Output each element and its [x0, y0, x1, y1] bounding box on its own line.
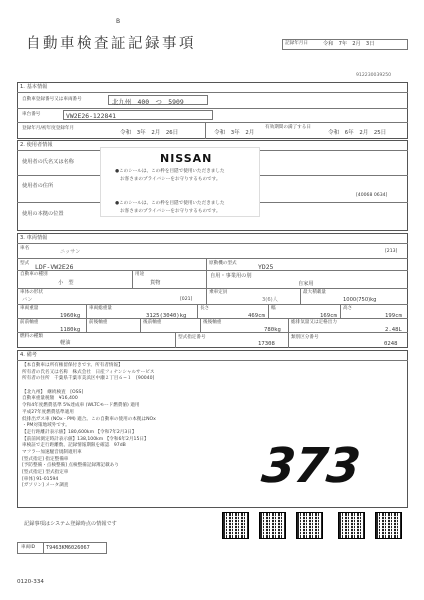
reg-date-value: 令和 3年 2月: [214, 130, 255, 136]
user-address-label: 使用者の住所: [22, 183, 54, 189]
remark-line: 自動車重量税額 ¥16,400: [22, 396, 78, 402]
remark-line: 所有者の住所 千葉県千葉市美浜区中瀬２丁目６−１ [90040]: [22, 376, 155, 382]
remark-line: ・PM対策地域外です。: [22, 423, 70, 429]
remark-line: マフラー加速騒音規制適用車: [22, 449, 82, 455]
remarks-body: [22, 364, 156, 491]
height-label: 高さ: [343, 306, 353, 311]
front-axle-label: 前前軸重: [20, 320, 39, 325]
max-load-label: 最大積載量: [303, 290, 326, 295]
maker-code: [213]: [385, 249, 398, 254]
shape-label: 車体の形状: [20, 290, 43, 295]
reg-value: 北九州 400 つ 5909: [112, 98, 184, 106]
use-value: 貨物: [150, 280, 161, 286]
remark-line: 【走行距離計表示値】180,600km 【令和7年2月3日】: [22, 429, 137, 435]
capacity-label: 乗車定員: [209, 290, 228, 295]
sticker-note-1a: ●このシールは、この枠を目隠で使用いただきました: [115, 169, 225, 174]
vehicle-section-label: 3. 車両情報: [20, 235, 48, 241]
user-base-label: 使用の本拠の位置: [22, 211, 64, 217]
class-no-label: 類別区分番号: [291, 335, 319, 340]
shape-value: バン: [22, 297, 33, 303]
maker-label: 車名: [20, 246, 30, 251]
remark-line: [車体] 91-01594: [22, 476, 59, 482]
width-value: 169cm: [320, 313, 337, 319]
remark-line: 車検証で走行距離数、記録情報期限を確認 97dB: [22, 443, 126, 449]
first-reg-label: 登録年月/初年度登録年月: [22, 126, 75, 131]
qr-code-icon: [375, 512, 402, 539]
class-no-value: 0248: [384, 341, 398, 347]
expiry-value: 令和 6年 2月 25日: [328, 130, 387, 136]
capacity-value: 3(6)人: [262, 297, 278, 303]
user-name-label: 使用者の氏名又は名称: [22, 159, 74, 165]
weight-label: 車両重量: [20, 306, 39, 311]
qr-code-icon: [338, 512, 365, 539]
qr-code-icon: [259, 512, 286, 539]
chassis-label: 車台番号: [22, 112, 41, 117]
document-title: 自動車検査証記録事項: [26, 36, 196, 52]
weight-value: 1960kg: [60, 313, 81, 319]
model-no-label: 型式指定番号: [178, 335, 206, 340]
model-no-value: 17308: [258, 341, 275, 347]
date-value: 令和 7年 2月 3日: [323, 41, 375, 47]
remark-line: 【前前回測定時計表示値】138,100km 【令和6年2月15日】: [22, 436, 149, 442]
top-marker: B: [116, 18, 121, 25]
engine-value: YD25: [258, 263, 274, 271]
displacement-value: 2.48L: [385, 327, 402, 333]
maker-value: ニッサン: [60, 249, 81, 255]
height-value: 199cm: [385, 313, 402, 319]
user-section-label: 2. 使用者情報: [20, 142, 53, 148]
system-notice: 記録事項はシステム登録時点の情報です: [24, 521, 117, 527]
max-load-value: 1000(750)kg: [343, 297, 377, 303]
bottom-code: 0120-334: [17, 579, 44, 585]
handwritten-number: 373: [259, 438, 363, 494]
length-value: 469cm: [248, 313, 265, 319]
rear-front-label: 後前軸重: [143, 320, 162, 325]
remark-line: 令和4年度燃費基準 5%達成車 (WLTCモード燃費値) 適用: [22, 403, 140, 409]
remark-line: [型式指定] 指定整備車: [22, 456, 69, 462]
sticker-note-1b: お客さまのプライバシーをお守りするものです。: [120, 177, 221, 182]
remark-line: [型式指定] 型式指定車: [22, 470, 69, 475]
front-axle-value: 1180kg: [60, 327, 81, 333]
gross-label: 車両総重量: [89, 306, 112, 311]
remark-line: [予防整備・点検整備] 点検整備記録簿記載あり: [22, 463, 119, 469]
remark-line: 【本自動車は所有権留保付きです。所有者情報】: [22, 363, 123, 368]
doc-number: 912230039250: [356, 73, 392, 78]
width-label: 幅: [271, 306, 276, 311]
vehicle-id-label: 車両ID: [21, 545, 36, 550]
sticker-note-2a: ●このシールは、この枠を目隠で使用いただきました: [115, 201, 225, 206]
remark-line: 【北九州】 継続検査 [OSS]: [22, 389, 84, 395]
remarks-section-label: 4. 備考: [20, 352, 37, 358]
qr-code-icon: [296, 512, 323, 539]
kind-label: 自動車の種別: [20, 272, 48, 277]
reg-label: 自動車登録番号又は車両番号: [22, 97, 82, 102]
length-label: 長さ: [200, 306, 210, 311]
rear-axle-label: 後後軸重: [203, 320, 222, 325]
use-label: 用途: [135, 272, 145, 277]
purpose-label: 自用・事業用の別: [210, 273, 252, 279]
model-label: 型式: [20, 261, 30, 266]
date-label: 記録年月日: [285, 41, 308, 46]
vehicle-id-value: T9463KM6026067: [46, 545, 90, 551]
remark-line: 平成27年度燃費基準適用: [22, 409, 74, 415]
fuel-label: 燃料の種類: [20, 334, 43, 339]
basic-section-label: 1. 基本情報: [20, 84, 48, 90]
remark-line: 低排出ガス車 (NOx・PM) 適合。この自動車の使用の本拠はNOx: [22, 416, 156, 422]
engine-label: 原動機の型式: [209, 261, 237, 266]
remark-line: [ガソリン] メータ調査: [22, 483, 69, 489]
gross-value: 3125(3040)kg: [146, 313, 187, 319]
kind-value: 小 型: [58, 280, 74, 286]
fuel-value: 軽油: [60, 340, 71, 346]
first-reg-value: 令和 3年 2月 26日: [120, 130, 179, 136]
qr-code-icon: [222, 512, 249, 539]
nissan-logo: NISSAN: [160, 152, 213, 165]
sticker-note-2b: お客さまのプライバシーをお守りするものです。: [120, 209, 221, 214]
expiry-label: 有効期間の満了する日: [265, 125, 311, 130]
chassis-value: VW2E26-122841: [66, 112, 117, 120]
displacement-label: 総排気量又は定格出力: [291, 320, 337, 325]
remark-line: 所有者の氏名又は名称 株式会社 日産フィナンシャルサービス: [22, 369, 155, 375]
purpose-value: 自家用: [298, 281, 314, 287]
shape-code: [021]: [180, 297, 193, 302]
user-code: [40068 0634]: [356, 193, 388, 198]
model-value: LDF-VW2E26: [35, 263, 74, 271]
front-rear-label: 前後軸重: [89, 320, 108, 325]
rear-axle-value: 780kg: [264, 327, 281, 333]
